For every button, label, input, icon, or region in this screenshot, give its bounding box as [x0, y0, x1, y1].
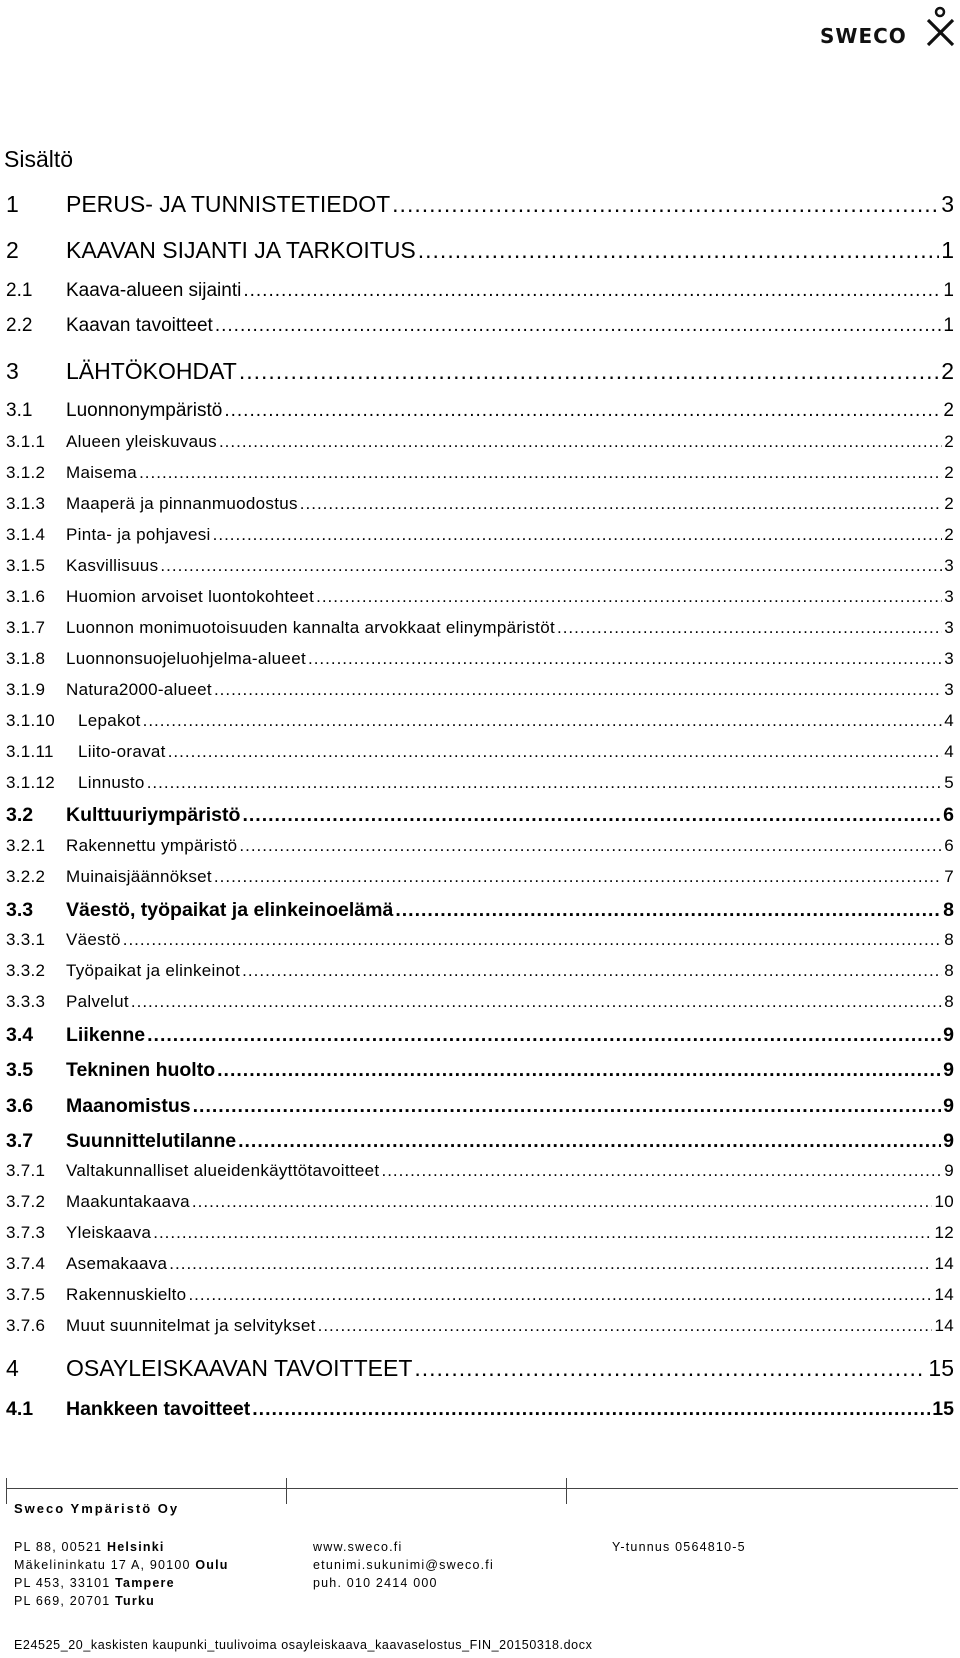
- toc-entry-number: 3.1.12: [6, 773, 56, 792]
- toc-entry-title: Maakuntakaava: [66, 1192, 190, 1211]
- toc-leader-dots: [414, 1355, 926, 1382]
- email-link[interactable]: etunimi.sukunimi@sweco.fi: [313, 1558, 494, 1572]
- toc-leader-dots: [308, 649, 942, 669]
- toc-leader-dots: [381, 1161, 942, 1181]
- toc-leader-dots: [213, 525, 943, 545]
- toc-entry-page: 8: [944, 961, 954, 980]
- toc-entry-number: 3.2.1: [6, 836, 46, 855]
- footer-contact: [313, 1538, 494, 1592]
- toc-entry-number: 3: [6, 358, 19, 384]
- toc-entry-page: 10: [934, 1192, 954, 1211]
- toc-entry-page: 1: [943, 280, 954, 301]
- toc-entry-page: 2: [944, 463, 954, 482]
- toc-entry-number: 3.1.4: [6, 525, 46, 544]
- toc-entry-title: Suunnittelutilanne: [66, 1130, 237, 1152]
- toc-leader-dots: [160, 556, 942, 576]
- toc-leader-dots: [193, 1095, 942, 1118]
- toc-entry-title: Maanomistus: [66, 1095, 191, 1117]
- toc-leader-dots: [238, 1130, 941, 1153]
- toc-entry-page: 14: [934, 1285, 954, 1304]
- toc-entry-number: 3.1.6: [6, 587, 46, 606]
- toc-leader-dots: [318, 1316, 933, 1336]
- toc-leader-dots: [147, 1024, 941, 1047]
- document-filename: E24525_20_kaskisten kaupunki_tuulivoima osayleiskaava_kaavaselostus_FIN_20150318.docx: [14, 1638, 593, 1652]
- toc-entry-title: Muut suunnitelmat ja selvitykset: [66, 1316, 316, 1335]
- address-line: PL 669, 20701 Turku: [14, 1594, 155, 1608]
- toc-entry-page: 2: [944, 525, 954, 544]
- toc-leader-dots: [188, 1285, 932, 1305]
- toc-entry-page: 2: [941, 358, 954, 384]
- toc-entry-page: 2: [944, 494, 954, 513]
- toc-entry-number: 3.1.8: [6, 649, 46, 668]
- toc-entry-number: 3.4: [6, 1024, 34, 1046]
- toc-entry-title: Maaperä ja pinnanmuodostus: [66, 494, 298, 513]
- toc-leader-dots: [242, 804, 941, 827]
- toc-entry-title: Luonnonympäristö: [66, 400, 223, 421]
- toc-entry-number: 2.2: [6, 315, 33, 336]
- toc-leader-dots: [169, 1254, 932, 1274]
- toc-entry-page: 9: [943, 1130, 954, 1152]
- toc-entry-page: 15: [932, 1398, 954, 1420]
- toc-entry-number: 3.7.1: [6, 1161, 46, 1180]
- toc-entry-number: 3.1.10: [6, 711, 56, 730]
- logo-text: SWECO: [820, 24, 907, 48]
- toc-leader-dots: [168, 742, 943, 762]
- toc-entry-number: 3.1.7: [6, 618, 46, 637]
- toc-entry-page: 4: [944, 711, 954, 730]
- toc-leader-dots: [131, 992, 942, 1012]
- toc-leader-dots: [300, 494, 942, 514]
- toc-entry-page: 15: [928, 1355, 954, 1381]
- toc-entry-page: 8: [944, 930, 954, 949]
- toc-leader-dots: [392, 191, 939, 218]
- toc-entry-number: 2: [6, 237, 19, 263]
- toc-entry-number: 3.1.2: [6, 463, 46, 482]
- toc-leader-dots: [239, 836, 942, 856]
- toc-entry-number: 3.2.2: [6, 867, 46, 886]
- toc-entry-number: 4: [6, 1355, 19, 1381]
- toc-leader-dots: [239, 358, 939, 385]
- toc-entry-page: 9: [943, 1024, 954, 1046]
- address-line: Mäkelininkatu 17 A, 90100 Oulu: [14, 1558, 229, 1572]
- toc-leader-dots: [192, 1192, 933, 1212]
- toc-entry-title: Kulttuuriympäristö: [66, 804, 241, 826]
- toc-entry-page: 1: [941, 237, 954, 263]
- toc-entry-title: Liikenne: [66, 1024, 146, 1046]
- toc-entry-title: PERUS- JA TUNNISTETIEDOT: [66, 191, 391, 217]
- toc-entry-title: Hankkeen tavoitteet: [66, 1398, 251, 1420]
- toc-entry-number: 3.1.5: [6, 556, 46, 575]
- toc-leader-dots: [214, 867, 942, 887]
- sweco-mark-icon: [923, 6, 955, 48]
- toc-leader-dots: [217, 1059, 941, 1082]
- toc-entry-title: Työpaikat ja elinkeinot: [66, 961, 241, 980]
- toc-entry-number: 3.1.3: [6, 494, 46, 513]
- toc-entry-title: Rakennuskielto: [66, 1285, 187, 1304]
- toc-entry-number: 3.3: [6, 899, 34, 921]
- toc-entry-number: 1: [6, 191, 19, 217]
- toc-leader-dots: [147, 773, 943, 793]
- toc-entry-title: OSAYLEISKAAVAN TAVOITTEET: [66, 1355, 413, 1381]
- toc-entry-number: 3.1.1: [6, 432, 46, 451]
- toc-entry-page: 9: [944, 1161, 954, 1180]
- footer-divider-tick: [566, 1478, 567, 1504]
- footer-divider-tick: [286, 1478, 287, 1504]
- toc-entry-title: Pinta- ja pohjavesi: [66, 525, 211, 544]
- toc-entry-number: 3.1.11: [6, 742, 54, 761]
- toc-entry-number: 3.3.3: [6, 992, 46, 1011]
- toc-entry-page: 2: [943, 400, 954, 421]
- toc-entry-page: 9: [943, 1059, 954, 1081]
- toc-entry-number: 3.6: [6, 1095, 34, 1117]
- toc-leader-dots: [395, 899, 941, 922]
- toc-entry-title: Väestö, työpaikat ja elinkeinoelämä: [66, 899, 394, 921]
- toc-leader-dots: [143, 711, 943, 731]
- toc-entry-number: 3.1: [6, 400, 33, 421]
- toc-entry-number: 3.3.2: [6, 961, 46, 980]
- toc-entry-title: Huomion arvoiset luontokohteet: [66, 587, 315, 606]
- toc-entry-title: Asemakaava: [66, 1254, 168, 1273]
- toc-leader-dots: [224, 400, 941, 422]
- toc-entry-title: KAAVAN SIJANTI JA TARKOITUS: [66, 237, 416, 263]
- toc-entry-title: Maisema: [66, 463, 138, 482]
- toc-leader-dots: [214, 680, 942, 700]
- footer-divider: [6, 1488, 958, 1489]
- toc-entry-page: 14: [934, 1254, 954, 1273]
- toc-entry-page: 8: [944, 992, 954, 1011]
- toc-entry-number: 2.1: [6, 280, 33, 301]
- toc-entry-number: 3.7.3: [6, 1223, 46, 1242]
- toc-leader-dots: [215, 315, 942, 337]
- toc-entry-page: 8: [943, 899, 954, 921]
- toc-entry-title: Yleiskaava: [66, 1223, 152, 1242]
- toc-entry-page: 7: [944, 867, 954, 886]
- toc-leader-dots: [252, 1398, 930, 1421]
- toc-entry-title: Rakennettu ympäristö: [66, 836, 238, 855]
- footer-business-id: Y-tunnus 0564810-5: [612, 1540, 746, 1554]
- toc-entry-number: 3.5: [6, 1059, 34, 1081]
- toc-entry-page: 12: [934, 1223, 954, 1242]
- toc-entry-title: Luonnon monimuotoisuuden kannalta arvokkaat elinympäristöt: [66, 618, 555, 637]
- toc-entry-number: 3.7.4: [6, 1254, 46, 1273]
- toc-title: Sisältö: [4, 146, 74, 172]
- toc-entry-page: 2: [944, 432, 954, 451]
- toc-entry-number: 4.1: [6, 1398, 34, 1420]
- toc-leader-dots: [242, 961, 942, 981]
- toc-leader-dots: [219, 432, 942, 452]
- sweco-logo: [820, 6, 955, 48]
- toc-entry-page: 3: [944, 556, 954, 575]
- toc-entry-page: 5: [944, 773, 954, 792]
- toc-entry-page: 9: [943, 1095, 954, 1117]
- toc-leader-dots: [153, 1223, 932, 1243]
- toc-entry-page: 4: [944, 742, 954, 761]
- toc-entry-page: 3: [944, 618, 954, 637]
- toc-leader-dots: [418, 237, 939, 264]
- company-name: Sweco Ympäristö Oy: [14, 1501, 180, 1516]
- toc-entry-number: 3.7.2: [6, 1192, 46, 1211]
- toc-entry-title: LÄHTÖKOHDAT: [66, 358, 237, 384]
- toc-entry-page: 3: [941, 191, 954, 217]
- toc-leader-dots: [139, 463, 942, 483]
- toc-entry-title: Luonnonsuojeluohjelma-alueet: [66, 649, 306, 668]
- toc-entry-page: 14: [934, 1316, 954, 1335]
- address-line: PL 453, 33101 Tampere: [14, 1576, 175, 1590]
- toc-entry-title: Kaavan tavoitteet: [66, 315, 213, 336]
- toc-entry-number: 3.7.6: [6, 1316, 46, 1335]
- toc-entry-page: 6: [943, 804, 954, 826]
- toc-entry-title: Kaava-alueen sijainti: [66, 280, 242, 301]
- toc-entry-title: Liito-oravat: [78, 742, 166, 761]
- toc-entry-number: 3.7: [6, 1130, 34, 1152]
- footer-addresses: [14, 1538, 229, 1610]
- toc-entry-title: Alueen yleiskuvaus: [66, 432, 217, 451]
- toc-entry-title: Linnusto: [78, 773, 145, 792]
- toc-leader-dots: [557, 618, 942, 638]
- toc-entry-number: 3.2: [6, 804, 34, 826]
- toc-entry-title: Muinaisjäännökset: [66, 867, 212, 886]
- address-line: PL 88, 00521 Helsinki: [14, 1540, 165, 1554]
- toc-entry-number: 3.1.9: [6, 680, 46, 699]
- toc-leader-dots: [316, 587, 942, 607]
- website-link[interactable]: www.sweco.fi: [313, 1540, 403, 1554]
- toc-entry-number: 3.7.5: [6, 1285, 46, 1304]
- toc-entry-title: Natura2000-alueet: [66, 680, 212, 699]
- toc-entry-title: Valtakunnalliset alueidenkäyttötavoitteet: [66, 1161, 380, 1180]
- toc-leader-dots: [243, 280, 941, 302]
- toc-entry-page: 3: [944, 587, 954, 606]
- toc-entry-title: Kasvillisuus: [66, 556, 159, 575]
- toc-entry-title: Palvelut: [66, 992, 129, 1011]
- phone-number: puh. 010 2414 000: [313, 1576, 438, 1590]
- toc-entry-title: Lepakot: [78, 711, 141, 730]
- toc-entry-page: 6: [944, 836, 954, 855]
- toc-entry-number: 3.3.1: [6, 930, 46, 949]
- toc-entry-page: 3: [944, 680, 954, 699]
- footer-divider-tick: [6, 1478, 7, 1504]
- toc-entry-title: Väestö: [66, 930, 121, 949]
- toc-entry-page: 1: [943, 315, 954, 336]
- toc-entry-title: Tekninen huolto: [66, 1059, 216, 1081]
- toc-entry-page: 3: [944, 649, 954, 668]
- toc-leader-dots: [123, 930, 943, 950]
